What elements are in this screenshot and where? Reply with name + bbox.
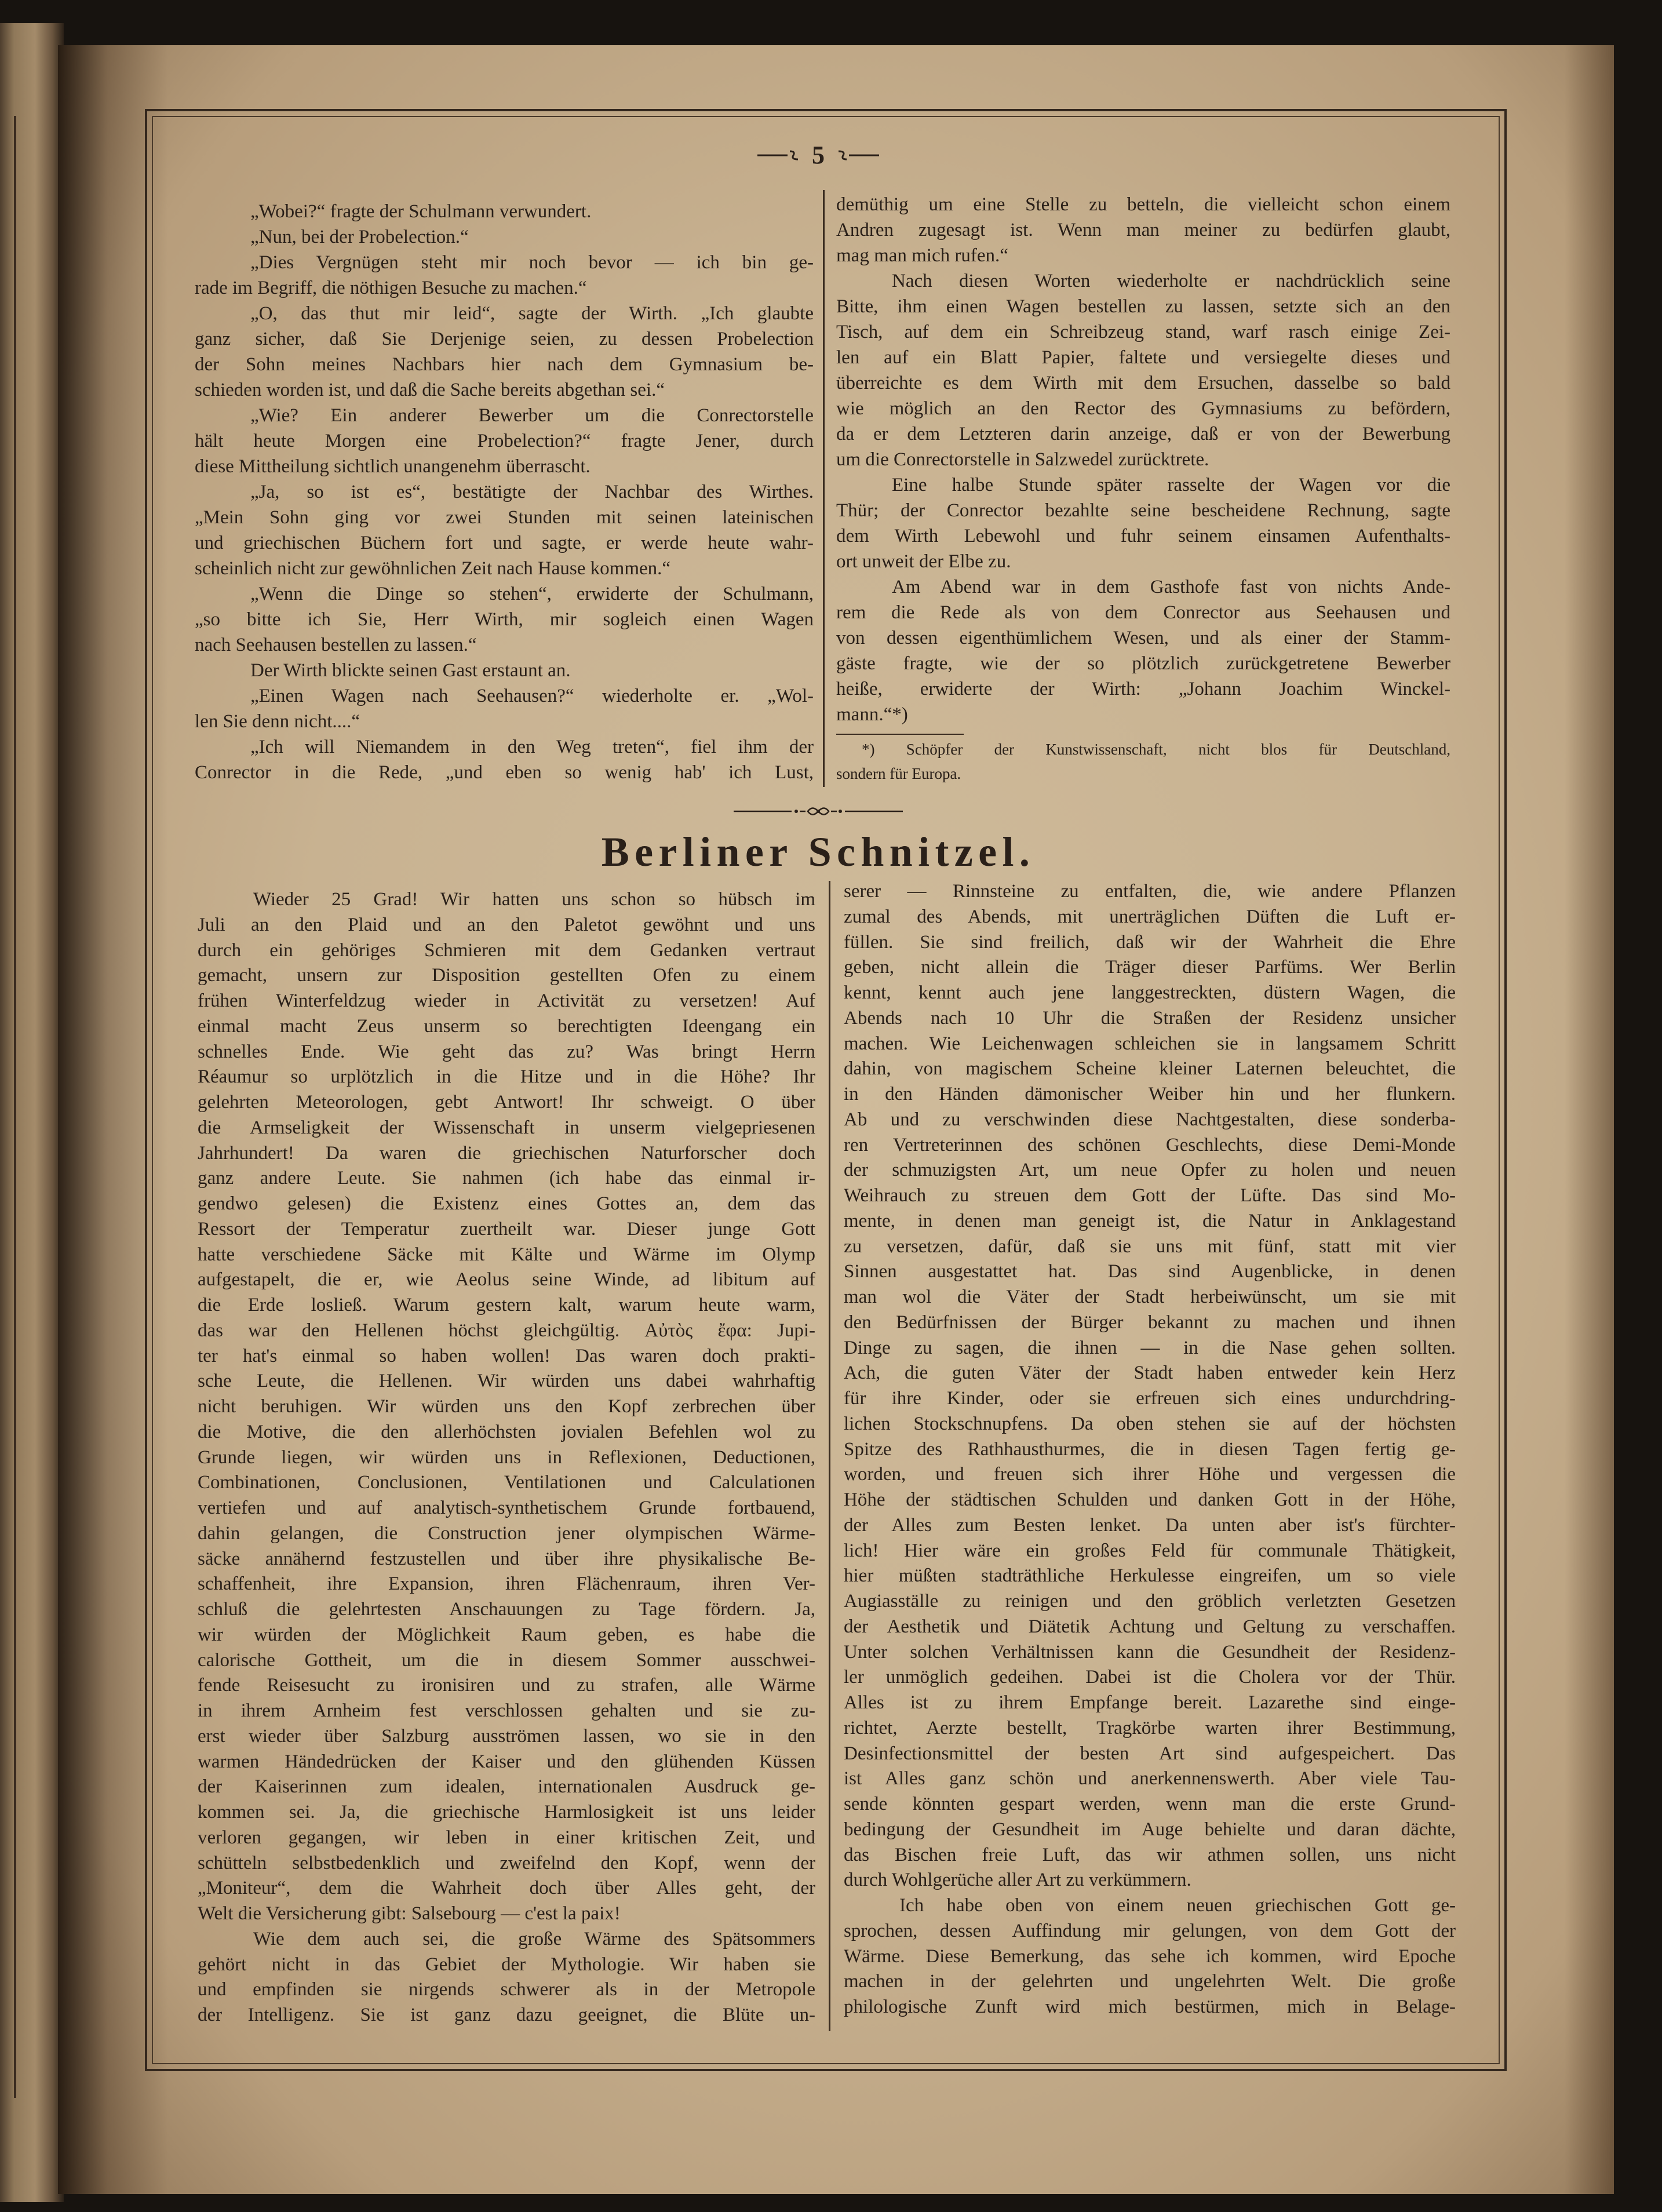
text-line: da er dem Letzteren darin anzeige, daß er von der Bewerbung [836, 424, 1450, 444]
text-line: der Sohn meines Nachbars hier nach dem Gymnasium be- [195, 354, 814, 375]
text-line: schieden worden ist, und daß die Sache bereits abgethan sei.“ [195, 380, 665, 400]
text-line: Nach diesen Worten wiederholte er nachdrücklich seine [892, 271, 1450, 291]
text-line: bedingung der Gesundheit im Auge behielte und daran dächte, [844, 1819, 1456, 1840]
text-line: „Einen Wagen nach Seehausen?“ wiederholte er. „Wol- [250, 686, 814, 706]
text-line: lichen Stockschnupfens. Da oben stehen sie auf der höchsten [844, 1413, 1456, 1434]
text-line: „Moniteur“, dem die Wahrheit doch über Alles geht, der [198, 1878, 815, 1899]
text-line: Unter solchen Verhältnissen kann die Gesundheit der Residenz- [844, 1641, 1456, 1663]
story-top-right-column [836, 192, 1450, 727]
text-line: ist Alles ganz schön und anerkennenswerth. Aber viele Tau- [844, 1768, 1456, 1790]
article-right-column [844, 879, 1456, 2020]
text-line: schluß die gelehrtesten Anschauungen zu Tage fördern. Ja, [198, 1599, 815, 1620]
text-line: dahin, von magischem Scheine kleiner Laternen beleuchtet, die [844, 1058, 1456, 1080]
text-line: schnelles Ende. Wie geht das zu? Was bringt Herrn [198, 1041, 815, 1062]
text-line: Grunde liegen, wir würden uns in Reflexionen, Deductionen, [198, 1446, 815, 1468]
text-line: „Mein Sohn ging vor zwei Stunden mit seinen lateinischen [195, 507, 814, 528]
text-line: Wieder 25 Grad! Wir hatten uns schon so hübsch im [253, 889, 815, 910]
text-line: gäste fragte, wie der so plötzlich zurückgetretene Bewerber [836, 653, 1450, 674]
previous-page-edge [0, 23, 64, 2202]
text-line: vertiefen und auf analytisch-synthetischem Grunde fortbauend, [198, 1497, 815, 1518]
text-line: von dessen eigenthümlichem Wesen, und als einer der Stamm- [836, 628, 1450, 648]
text-line: calorische Gottheit, um die in diesem Sommer ausschwei- [198, 1649, 815, 1671]
text-line: Abends nach 10 Uhr die Straßen der Residenz unsicher [844, 1007, 1456, 1029]
text-line: wir würden der Möglichkeit Raum geben, es habe die [198, 1624, 815, 1645]
footnote-line: *) Schöpfer der Kunstwissenschaft, nicht blos für Deutschland, [862, 741, 1450, 758]
text-line: gelehrten Meteorologen, gebt Antwort! Ihr schweigt. O über [198, 1092, 815, 1113]
text-line: rade im Begriff, die nöthigen Besuche zu machen.“ [195, 278, 587, 298]
text-line: die Erde losließ. Warum gestern kalt, warum heute warm, [198, 1295, 815, 1315]
text-line: „Nun, bei der Probelection.“ [250, 227, 469, 247]
text-line: das war den Hellenen höchst gleichgültig. Αὐτὸς ἔφα: Jupi- [198, 1320, 815, 1341]
text-line: machen in der gelehrten und ungelehrten Welt. Die große [844, 1971, 1456, 1992]
text-line: Thür; der Conrector bezahlte seine bescheidene Rechnung, sagte [836, 500, 1450, 521]
text-line: und griechischen Büchern fort und sagte, er werde heute wahr- [195, 533, 814, 553]
text-line: „Ja, so ist es“, bestätigte der Nachbar des Wirthes. [250, 482, 814, 502]
text-line: sende könnten gespart werden, wenn man die erste Grund- [844, 1794, 1456, 1814]
text-line: demüthig um eine Stelle zu betteln, die vielleicht schon einem [836, 194, 1450, 215]
text-line: Ab und zu verschwinden diese Nachtgestalten, diese sonderba- [844, 1109, 1456, 1130]
text-line: machen. Wie Leichenwagen schleichen sie in langsamem Schritt [844, 1033, 1456, 1054]
text-line: kennt, kennt auch jene langgestreckten, düstern Wagen, die [844, 982, 1456, 1003]
text-line: füllen. Sie sind freilich, daß wir der Wahrheit die Ehre [844, 931, 1456, 953]
column-divider-bottom [829, 881, 830, 2031]
text-line: Dinge zu sagen, die ihnen — in die Nase gehen sollten. [844, 1337, 1456, 1358]
text-line: Jahrhundert! Da waren die griechischen Naturforscher doch [198, 1142, 815, 1164]
text-line: gendwo gelesen) die Existenz eines Gottes an, dem das [198, 1193, 815, 1214]
text-line: diese Mittheilung sichtlich unangenehm überrascht. [195, 456, 591, 477]
text-line: sche Leute, die Hellenen. Wir würden uns dabei wahrhaftig [198, 1371, 815, 1392]
text-line: ganz andere Leute. Sie nahmen (ich habe das einmal ir- [198, 1168, 815, 1189]
text-line: len auf ein Blatt Papier, faltete und versiegelte dieses und [836, 347, 1450, 368]
text-line: säcke annähernd festzustellen und über ihre physikalische Be- [198, 1548, 815, 1569]
text-line: serer — Rinnsteine zu entfalten, die, wie andere Pflanzen [844, 881, 1456, 902]
text-line: philologische Zunft wird mich bestürmen, mich in Belage- [844, 1996, 1456, 2017]
text-line: erst wieder über Salzburg ausströmen lassen, wo sie in den [198, 1725, 815, 1747]
text-line: man wol die Väter der Stadt herbeiwünscht, um sie mit [844, 1287, 1456, 1307]
text-line: dem Wirth Lebewohl und fuhr seinem einsamen Aufenthalts- [836, 526, 1450, 546]
text-line: „so bitte ich Sie, Herr Wirth, mir sogleich einen Wagen [195, 609, 814, 630]
text-line: in ihrem Arnheim fest verschlossen gehalten und sie zu- [198, 1700, 815, 1721]
text-line: heiße, erwiderte der Wirth: „Johann Joachim Winckel- [836, 679, 1450, 699]
footnote-rule [836, 734, 964, 735]
text-line: geben, nicht allein die Träger dieser Parfüms. Wer Berlin [844, 957, 1456, 978]
text-line: „Wenn die Dinge so stehen“, erwiderte der Schulmann, [250, 584, 814, 604]
text-line: Eine halbe Stunde später rasselte der Wagen vor die [892, 475, 1450, 495]
text-line: um die Conrectorstelle in Salzwedel zurücktrete. [836, 449, 1209, 470]
article-headline: Berliner Schnitzel. [601, 829, 1036, 875]
text-line: Ach, die guten Väter der Stadt haben entweder kein Herz [844, 1362, 1456, 1384]
section-divider-ornament [734, 803, 903, 820]
text-line: der Intelligenz. Sie ist ganz dazu geeignet, die Blüte un- [198, 2005, 815, 2025]
text-line: frühen Winterfeldzug wieder in Activität zu versetzen! Auf [198, 990, 815, 1011]
text-line: der Alles zum Besten lenket. Da unten aber ist's fürchter- [844, 1514, 1456, 1536]
text-line: nicht beruhigen. Wir würden uns den Kopf zerbrechen über [198, 1396, 815, 1417]
page-number-ornament-left [757, 147, 804, 164]
page-right-edge [1565, 45, 1614, 2194]
text-line: Juli an den Plaid und an den Paletot gewöhnt und uns [198, 914, 815, 935]
text-line: Ressort der Temperatur zuertheilt war. Dieser junge Gott [198, 1218, 815, 1240]
text-line: die Armseligkeit der Wissenschaft in unserm vielgepriesenen [198, 1117, 815, 1138]
text-line: den Bedürfnissen der Bürger bekannt zu machen und ihnen [844, 1311, 1456, 1333]
story-top-left-column [195, 199, 814, 785]
text-line: rem die Rede als von dem Conrector aus Seehausen und [836, 602, 1450, 623]
text-line: ren Vertreterinnen des schönen Geschlechts, diese Demi-Monde [844, 1134, 1456, 1156]
text-line: „Dies Vergnügen steht mir noch bevor — ich bin ge- [250, 252, 814, 273]
text-line: wie möglich an den Rector des Gymnasiums zu befördern, [836, 398, 1450, 419]
text-line: Weihrauch zu streuen dem Gott der Lüfte. Das sind Mo- [844, 1185, 1456, 1206]
text-line: Spitze des Rathhausthurmes, die in diesen Tagen fertig ge- [844, 1438, 1456, 1460]
text-line: in den Händen dämonischer Weiber hin und her flunkern. [844, 1084, 1456, 1105]
text-line: Der Wirth blickte seinen Gast erstaunt an. [250, 660, 571, 681]
text-line: scheinlich nicht zur gewöhnlichen Zeit nach Hause kommen.“ [195, 558, 671, 579]
text-line: die Motive, die den allerhöchsten jovialen Befehlen wol zu [198, 1421, 815, 1442]
text-line: mente, in denen man geneigt ist, die Natur in Anklagestand [844, 1210, 1456, 1231]
text-line: dahin gelangen, die Construction jener olympischen Wärme- [198, 1522, 815, 1544]
text-line: das Bischen freie Luft, das wir athmen sollen, uns nicht [844, 1844, 1456, 1865]
text-line: hier müßten stadträthliche Herkulesse eingreifen, um so viele [844, 1565, 1456, 1587]
text-line: gemacht, unsern zur Disposition gestellten Ofen zu einem [198, 965, 815, 986]
page-number: 5 [812, 141, 825, 169]
text-line: ganz sicher, daß Sie Derjenige seien, zu dessen Probelection [195, 329, 814, 349]
text-line: aufgestapelt, die er, wie Aeolus seine Winde, ad libitum auf [198, 1269, 815, 1291]
text-line: worden, und freuen sich ihrer Höhe und vergessen die [844, 1464, 1456, 1485]
text-line: len Sie denn nicht....“ [195, 711, 360, 732]
text-line: mag man mich rufen.“ [836, 245, 1008, 266]
text-line: durch ein gehöriges Schmieren mit dem Gedanken vertraut [198, 939, 815, 961]
text-line: richtet, Aerzte bestellt, Tragkörbe warten ihrer Bestimmung, [844, 1717, 1456, 1739]
text-line: „Wie? Ein anderer Bewerber um die Conrectorstelle [250, 405, 814, 426]
text-line: ler unmöglich gedeihen. Dabei ist die Cholera vor der Thür. [844, 1667, 1456, 1688]
text-line: ter hat's einmal so haben wollen! Das waren doch prakti- [198, 1345, 815, 1366]
text-line: hatte verschiedene Säcke mit Kälte und Wärme im Olymp [198, 1244, 815, 1265]
text-line: der schmuzigsten Art, um neue Opfer zu holen und neuen [844, 1160, 1456, 1181]
text-line: schütteln selbstbedenklich und zweifelnd den Kopf, wenn der [198, 1852, 815, 1874]
text-line: lich! Hier wäre ein großes Feld für communale Thätigkeit, [844, 1540, 1456, 1561]
text-line: Alles ist zu ihrem Empfange bereit. Lazarethe sind einge- [844, 1692, 1456, 1713]
text-line: Tisch, auf dem ein Schreibzeug stand, warf rasch einige Zei- [836, 322, 1450, 342]
text-line: „Ich will Niemandem in den Weg treten“, fiel ihm der [250, 737, 814, 757]
previous-page-frame-rule [14, 116, 16, 2098]
text-line: Welt die Versicherung gibt: Salsebourg — c'est la paix! [198, 1903, 621, 1924]
text-line: zumal des Abends, mit unerträglichen Düften die Luft er- [844, 906, 1456, 927]
text-line: der Aesthetik und Diätetik Achtung und Geltung zu verschaffen. [844, 1616, 1456, 1637]
text-line: und empfinden sie nirgends schwerer als in der Metropole [198, 1979, 815, 2000]
footnote [836, 737, 1450, 786]
text-line: „Wobei?“ fragte der Schulmann verwundert. [250, 201, 592, 222]
text-line: Am Abend war in dem Gasthofe fast von nichts Ande- [892, 577, 1450, 597]
text-line: überreichte es dem Wirth mit dem Ersuchen, dasselbe so bald [836, 373, 1450, 393]
text-line: Conrector in die Rede, „und eben so wenig hab' ich Lust, [195, 762, 814, 783]
article-left-column [198, 887, 815, 2028]
column-divider-top [823, 190, 825, 787]
text-line: „O, das thut mir leid“, sagte der Wirth. „Ich glaubte [250, 303, 814, 324]
text-line: zu versetzen, dafür, daß sie uns mit fünf, statt mit vier [844, 1236, 1456, 1257]
text-line: der Kaiserinnen zum idealen, internationalen Ausdruck ge- [198, 1776, 815, 1798]
text-line: hält heute Morgen eine Probelection?“ fragte Jener, durch [195, 431, 814, 451]
page-header [731, 139, 905, 172]
text-line: gehört nicht in das Gebiet der Mythologie. Wir haben sie [198, 1954, 815, 1975]
text-line: Desinfectionsmittel der besten Art sind aufgespeichert. Das [844, 1743, 1456, 1764]
text-line: Höhe der städtischen Schulden und danken Gott in der Höhe, [844, 1489, 1456, 1510]
text-line: sprochen, dessen Auffindung mir gelungen, von dem Gott der [844, 1920, 1456, 1941]
text-line: nach Seehausen bestellen zu lassen.“ [195, 635, 477, 655]
text-line: Augiasställe zu reinigen und den gröblich verletzten Gesetzen [844, 1591, 1456, 1612]
text-line: warmen Händedrücken der Kaiser und den glühenden Küssen [198, 1751, 815, 1772]
text-line: Ich habe oben von einem neuen griechischen Gott ge- [899, 1895, 1456, 1916]
text-line: Sinnen ausgestattet hat. Das sind Augenblicke, in denen [844, 1261, 1456, 1282]
text-line: einmal macht Zeus unserm so berechtigten Ideengang ein [198, 1015, 815, 1037]
text-line: Wärme. Diese Bemerkung, das sehe ich kommen, wird Epoche [844, 1945, 1456, 1967]
text-line: für ihre Kinder, oder sie erfreuen sich eines undurchdring- [844, 1388, 1456, 1409]
footnote-line: sondern für Europa. [836, 765, 961, 782]
text-line: Andren zugesagt ist. Wenn man meiner zu bedürfen glaubt, [836, 220, 1450, 240]
text-line: fende Reisesucht zu ironisiren und zu strafen, alle Wärme [198, 1675, 815, 1696]
text-line: ort unweit der Elbe zu. [836, 551, 1011, 572]
text-line: Bitte, ihm einen Wagen bestellen zu lassen, setzte sich an den [836, 296, 1450, 317]
text-line: verloren gegangen, wir leben in einer kritischen Zeit, und [198, 1827, 815, 1848]
text-line: mann.“*) [836, 704, 908, 725]
text-line: durch Wohlgerüche aller Art zu verkümmern. [844, 1870, 1191, 1891]
text-line: schaffenheit, ihre Expansion, ihren Flächenraum, ihren Ver- [198, 1573, 815, 1595]
text-line: Réaumur so urplötzlich in die Hitze und in die Höhe? Ihr [198, 1066, 815, 1088]
text-line: Wie dem auch sei, die große Wärme des Spätsommers [253, 1928, 815, 1949]
text-line: kommen sei. Ja, die griechische Harmlosigkeit ist uns leider [198, 1802, 815, 1823]
page-number-ornament-right [833, 147, 879, 164]
text-line: Combinationen, Conclusionen, Ventilationen und Calculationen [198, 1472, 815, 1493]
